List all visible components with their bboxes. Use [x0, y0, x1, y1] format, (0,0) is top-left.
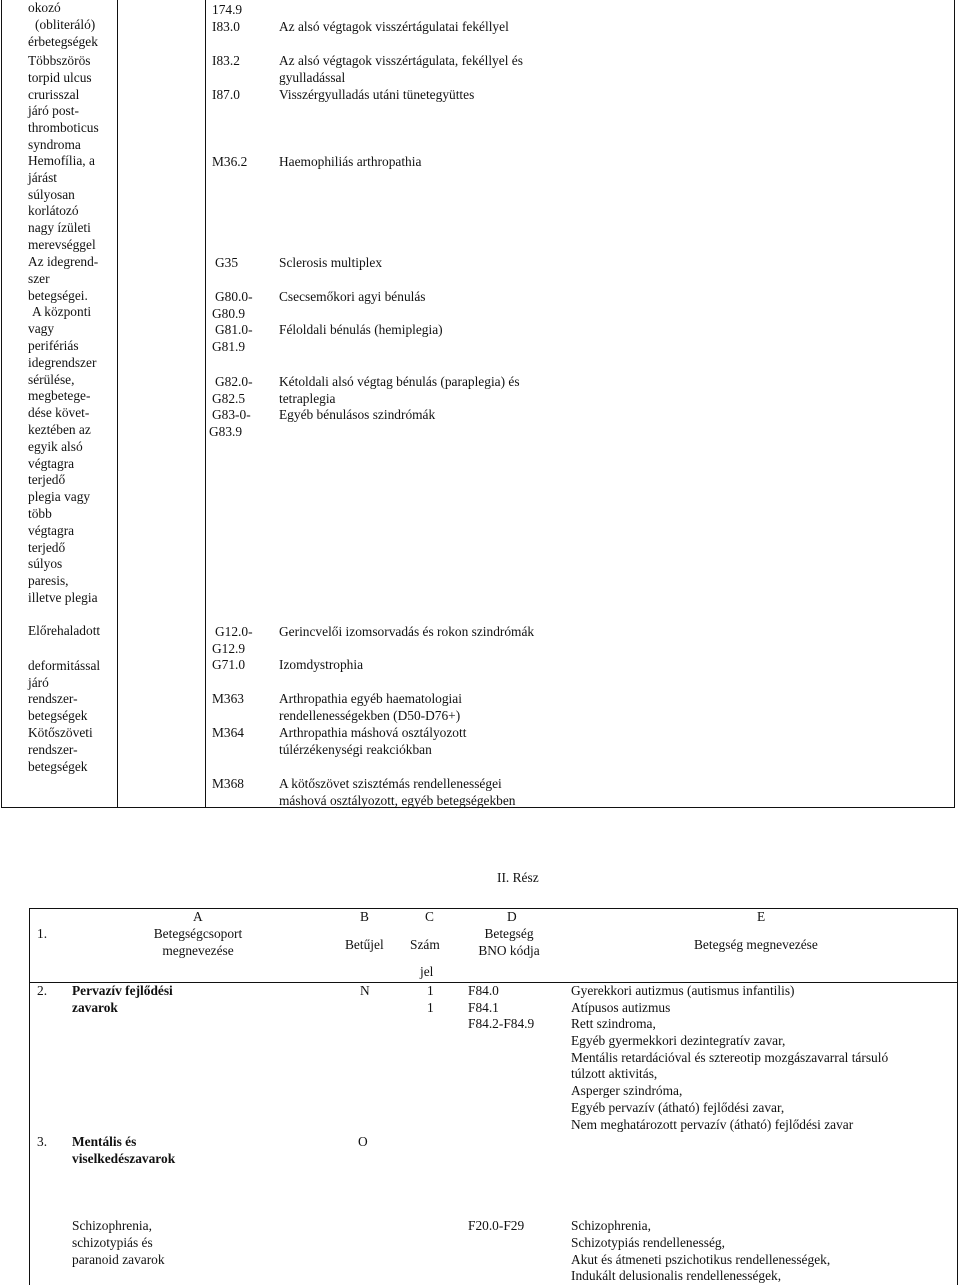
cell-line: rendszer- — [28, 741, 78, 757]
cell-line: thromboticus — [28, 120, 99, 136]
cell-line: érbetegségek — [28, 33, 98, 49]
entry-name: Gyerekkori autizmus (autismus infantilis) — [571, 983, 795, 998]
desc-cell: Izomdystrophia — [279, 657, 364, 672]
entry-code: F84.1 — [468, 1000, 499, 1015]
desc-cell — [279, 776, 516, 810]
left-cell — [28, 254, 98, 607]
cell-line: betegségek — [28, 758, 88, 774]
group-name-line: viselkedészavarok — [72, 1150, 176, 1166]
desc-line: gyulladással — [279, 69, 346, 85]
code-line: G80.9 — [212, 305, 246, 321]
code-cell — [209, 407, 251, 441]
table-border — [957, 908, 958, 1285]
header-line: megnevezése — [162, 942, 234, 958]
header-line: Betegségcsoport — [153, 926, 243, 941]
cell-line: vagy — [28, 321, 55, 337]
cell-line: szer — [28, 270, 50, 286]
entry-name: Egyéb gyermekkori dezintegratív zavar, — [571, 1032, 786, 1048]
cell-line: idegrendszer — [28, 354, 97, 370]
desc-line: rendellenességekben (D50-D76+) — [279, 707, 461, 723]
code-cell: 174.9 — [212, 2, 243, 17]
cell-line: járást — [28, 169, 57, 185]
desc-cell — [279, 374, 520, 408]
row-number: 3. — [37, 1134, 48, 1149]
code-cell — [212, 624, 253, 658]
code-cell: G71.0 — [212, 657, 246, 672]
cell-line: crurisszal — [28, 86, 80, 102]
cell-line: Az idegrend- — [28, 254, 99, 269]
cell-line: keztében az — [28, 421, 91, 437]
code-line: G83-0- — [212, 407, 251, 422]
cell-line: több — [28, 505, 52, 521]
table-border — [205, 0, 206, 808]
group-name — [72, 983, 173, 1017]
cell-line: sérülése, — [28, 371, 75, 387]
code-cell — [212, 289, 253, 323]
cell-line: súlyos — [28, 556, 63, 572]
code-cell — [212, 322, 253, 356]
cell-line: paresis, — [28, 573, 69, 589]
group-letter: N — [360, 983, 370, 998]
code-line: G12.9 — [212, 640, 246, 656]
code-line: G82.5 — [212, 390, 246, 406]
cell-line: betegségek — [28, 708, 88, 724]
entry-name: Schizophrenia, — [571, 1218, 651, 1233]
group-name-line: Mentális és — [72, 1134, 137, 1149]
code-cell: M36.2 — [212, 154, 248, 169]
left-cell — [28, 53, 99, 154]
desc-line: A kötőszövet szisztémás rendellenességei — [279, 776, 502, 791]
cell-line: perifériás — [28, 337, 79, 353]
desc-cell — [279, 725, 466, 759]
code-line: G80.0- — [215, 289, 253, 304]
desc-cell: Az alsó végtagok visszértágulatai fekéllyel — [279, 19, 509, 34]
entry-name: Asperger szindróma, — [571, 1083, 683, 1099]
entry-number: 1 — [427, 983, 434, 998]
code-line: G12.0- — [215, 624, 253, 639]
cell-line: rendszer- — [28, 691, 78, 707]
entry-name: Schizotypiás rendellenesség, — [571, 1234, 725, 1250]
entry-number: 1 — [427, 1000, 434, 1015]
column-letter-c: C — [425, 909, 434, 924]
entry-name: Mentális retardációval és sztereotip mozgászavarral társuló — [571, 1049, 889, 1065]
desc-line: túlérzékenységi reakciókban — [279, 741, 432, 757]
header-number: Szám — [410, 937, 440, 952]
subgroup-line: schizotypiás és — [72, 1234, 153, 1250]
group-name — [72, 1134, 175, 1168]
desc-cell: Sclerosis multiplex — [279, 255, 383, 270]
entry-name: Indukált delusionalis rendellenességek, — [571, 1268, 782, 1284]
cell-line: végtagra — [28, 455, 75, 471]
cell-line: korlátozó — [28, 203, 79, 219]
header-group — [128, 926, 268, 960]
code-cell: M363 — [212, 691, 244, 706]
table-border — [954, 0, 955, 808]
left-cell — [28, 0, 98, 50]
cell-line: járó — [28, 674, 49, 690]
header-bno — [464, 926, 554, 960]
subgroup-name — [72, 1218, 165, 1268]
desc-line: tetraplegia — [279, 390, 336, 406]
cell-line: (obliteráló) — [35, 16, 96, 32]
desc-line: Arthropathia egyéb haematologiai — [279, 691, 462, 706]
desc-cell: Féloldali bénulás (hemiplegia) — [279, 322, 443, 337]
section-title: II. Rész — [497, 870, 539, 885]
desc-cell: Gerincvelői izomsorvadás és rokon szindrómák — [279, 624, 535, 639]
header-number-extra: jel — [420, 964, 434, 979]
cell-line: syndroma — [28, 136, 81, 152]
entry-names — [571, 1016, 888, 1134]
subgroup-line: Schizophrenia, — [72, 1218, 152, 1233]
cell-line: Többszörös — [28, 53, 91, 68]
group-name-line: zavarok — [72, 999, 118, 1015]
entry-name: Egyéb pervazív (átható) fejlődési zavar, — [571, 1099, 785, 1115]
code-line: G83.9 — [209, 423, 243, 439]
group-letter: O — [358, 1134, 368, 1149]
table-border — [29, 908, 957, 909]
cell-line: plegia vagy — [28, 489, 91, 505]
row-number: 2. — [37, 983, 48, 998]
code-line: G81.9 — [212, 338, 246, 354]
code-cell: I83.0 — [212, 19, 240, 34]
group-name-line: Pervazív fejlődési — [72, 983, 173, 998]
table-border — [117, 0, 118, 808]
header-disease: Betegség megnevezése — [694, 937, 818, 952]
desc-cell: Csecsemőkori agyi bénulás — [279, 289, 426, 304]
cell-line: betegségei. — [28, 287, 88, 303]
row-number: 1. — [37, 926, 48, 941]
cell-line: egyik alsó — [28, 438, 83, 454]
entry-name: túlzott aktivitás, — [571, 1066, 658, 1082]
desc-cell — [279, 691, 462, 725]
header-line: BNO kódja — [478, 942, 540, 958]
cell-line: Hemofília, a — [28, 153, 95, 168]
code-cell — [212, 374, 253, 408]
cell-line: torpid ulcus — [28, 69, 92, 85]
cell-line: illetve plegia — [28, 589, 98, 605]
cell-line: deformitással — [28, 657, 101, 673]
header-line: Betegség — [484, 926, 534, 941]
column-letter-e: E — [757, 909, 766, 924]
cell-line: okozó — [28, 0, 61, 15]
entry-code: F84.0 — [468, 983, 499, 998]
entry-name: Nem meghatározott pervazív (átható) fejlődési zavar — [571, 1116, 854, 1132]
desc-cell: Visszérgyulladás utáni tünetegyüttes — [279, 87, 475, 102]
cell-spacer — [28, 640, 100, 658]
desc-line: Az alsó végtagok visszértágulata, fekéllyel és — [279, 53, 523, 68]
cell-line: terjedő — [28, 472, 66, 488]
cell-line: dése követ- — [28, 405, 90, 421]
cell-line: járó post- — [28, 103, 79, 119]
cell-line: végtagra — [28, 522, 75, 538]
desc-line: Kétoldali alsó végtag bénulás (paraplegia) és — [279, 374, 520, 389]
cell-line: Kötőszöveti — [28, 724, 93, 740]
code-line: G82.0- — [215, 374, 253, 389]
desc-cell — [279, 53, 523, 87]
column-letter-a: A — [193, 909, 203, 924]
entry-name: Rett szindroma, — [571, 1016, 656, 1031]
code-cell: M364 — [212, 725, 244, 740]
cell-line: nagy ízületi — [28, 220, 91, 236]
table-border — [29, 908, 30, 1285]
left-cell — [28, 153, 96, 254]
code-cell: M368 — [212, 776, 244, 791]
cell-line: A központi — [32, 304, 92, 320]
column-letter-d: D — [507, 909, 517, 924]
entry-name: Akut és átmeneti pszichotikus rendellenességek, — [571, 1251, 831, 1267]
code-cell: G35 — [215, 255, 239, 270]
desc-line: máshová osztályozott, egyéb betegségekben — [279, 792, 516, 808]
desc-line: Arthropathia máshová osztályozott — [279, 725, 467, 740]
subgroup-line: paranoid zavarok — [72, 1251, 165, 1267]
left-cell — [28, 623, 100, 775]
column-letter-b: B — [360, 909, 369, 924]
cell-line: merevséggel — [28, 236, 96, 252]
entry-code: F84.2-F84.9 — [468, 1016, 535, 1031]
table-border — [1, 0, 2, 808]
cell-line: súlyosan — [28, 186, 75, 202]
header-letter: Betűjel — [345, 937, 384, 952]
desc-cell: Egyéb bénulásos szindrómák — [279, 407, 436, 422]
cell-line: Előrehaladott — [28, 623, 101, 638]
entry-name: Atípusos autizmus — [571, 1000, 671, 1015]
desc-cell: Haemophiliás arthropathia — [279, 154, 422, 169]
cell-line: megbetege- — [28, 388, 91, 404]
code-line: G81.0- — [215, 322, 253, 337]
cell-line: terjedő — [28, 539, 66, 555]
entry-names — [571, 1218, 830, 1285]
entry-code: F20.0-F29 — [468, 1218, 525, 1233]
code-cell: I83.2 — [212, 53, 240, 68]
code-cell: I87.0 — [212, 87, 240, 102]
